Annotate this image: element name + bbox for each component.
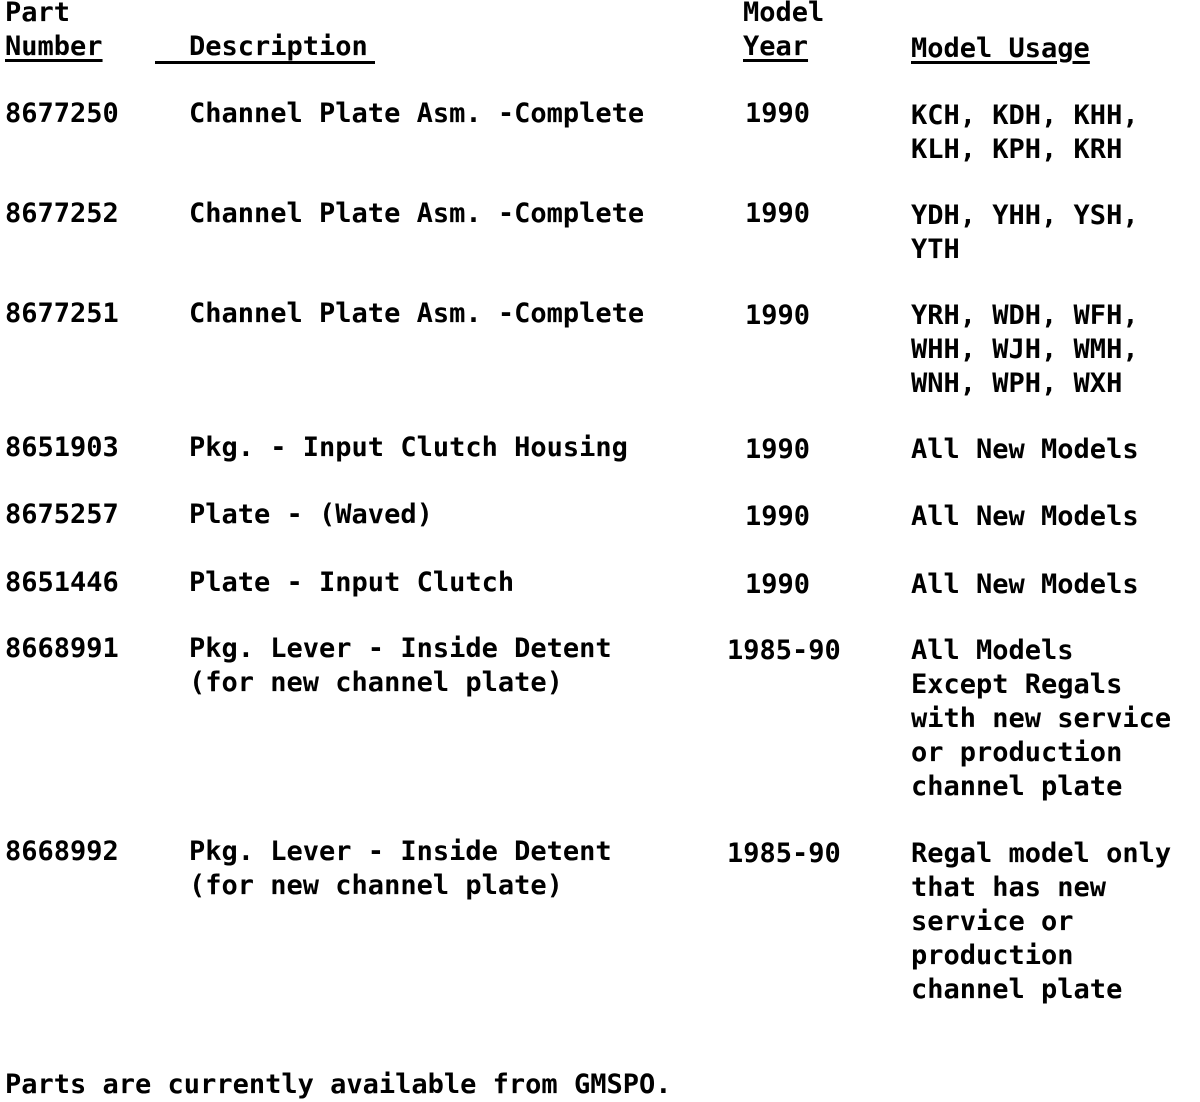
model-year: 1985-90	[727, 635, 841, 666]
part-number: 8668991	[5, 633, 119, 664]
model-year: 1985-90	[727, 838, 841, 869]
header-model-usage: Model Usage	[911, 33, 1090, 64]
model-year: 1990	[745, 198, 811, 229]
part-description: Plate - (Waved)	[189, 499, 433, 530]
availability-note: Parts are currently available from GMSPO.	[5, 1069, 672, 1100]
part-description: Pkg. Lever - Inside Detent (for new channel plate)	[189, 633, 612, 698]
part-number: 8651903	[5, 432, 119, 463]
part-number: 8675257	[5, 499, 119, 530]
part-number: 8677252	[5, 198, 119, 229]
model-usage: YRH, WDH, WFH, WHH, WJH, WMH, WNH, WPH, WXH	[911, 300, 1139, 399]
model-usage: Regal model only that has new service or production channel plate	[911, 838, 1172, 1005]
model-usage: All New Models	[911, 569, 1139, 600]
model-usage: All New Models	[911, 501, 1139, 532]
part-number: 8677250	[5, 98, 119, 129]
model-usage: All Models Except Regals with new service or production channel plate	[911, 635, 1172, 802]
model-year: 1990	[745, 569, 811, 600]
model-year: 1990	[745, 98, 811, 129]
model-usage: KCH, KDH, KHH, KLH, KPH, KRH	[911, 100, 1139, 165]
part-description: Plate - Input Clutch	[189, 567, 515, 598]
part-description: Channel Plate Asm. -Complete	[189, 298, 645, 329]
model-usage: YDH, YHH, YSH, YTH	[911, 200, 1139, 265]
model-usage: All New Models	[911, 434, 1139, 465]
model-year: 1990	[745, 300, 811, 331]
header-description: Description	[189, 31, 368, 62]
part-number: 8677251	[5, 298, 119, 329]
part-number: 8651446	[5, 567, 119, 598]
part-description: Channel Plate Asm. -Complete	[189, 198, 645, 229]
model-year: 1990	[745, 501, 811, 532]
model-year: 1990	[745, 434, 811, 465]
header-part-number: Part Number	[5, 0, 103, 62]
part-number: 8668992	[5, 836, 119, 867]
part-description: Channel Plate Asm. -Complete	[189, 98, 645, 129]
part-description: Pkg. Lever - Inside Detent (for new channel plate)	[189, 836, 612, 901]
header-model-year: Model Year	[743, 0, 825, 62]
part-description: Pkg. - Input Clutch Housing	[189, 432, 628, 463]
